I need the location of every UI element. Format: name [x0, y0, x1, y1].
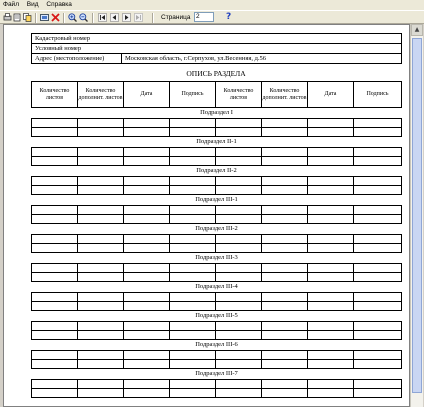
header-date: Дата	[308, 82, 354, 108]
table-cell	[308, 264, 354, 273]
subsection-label: Подраздел III-6	[195, 341, 238, 348]
table-cell	[170, 380, 216, 389]
table-cell	[170, 235, 216, 244]
subsection-label: Подраздел III-7	[195, 370, 238, 377]
header-sheets-count: Количество листов	[32, 82, 78, 108]
table-cell	[216, 235, 262, 244]
vertical-scrollbar[interactable]	[410, 24, 423, 407]
table-cell	[216, 360, 262, 369]
table-cell	[216, 128, 262, 137]
table-cell	[354, 206, 402, 215]
table-cell	[354, 235, 402, 244]
header-sheets-count: Количество листов	[216, 82, 262, 108]
table-cell	[78, 360, 124, 369]
table-cell	[354, 273, 402, 282]
table-cell	[78, 186, 124, 195]
table-cell	[216, 389, 262, 398]
table-cell	[78, 322, 124, 331]
table-cell	[262, 157, 308, 166]
table-row	[32, 119, 402, 128]
table-cell	[308, 177, 354, 186]
table-cell	[354, 322, 402, 331]
table-cell	[124, 119, 170, 128]
table-cell	[78, 273, 124, 282]
table-cell	[32, 360, 78, 369]
table-cell	[262, 293, 308, 302]
table-cell	[262, 331, 308, 340]
table-cell	[124, 322, 170, 331]
table-cell	[78, 264, 124, 273]
table-cell	[32, 148, 78, 157]
table-cell	[124, 389, 170, 398]
table-cell	[78, 215, 124, 224]
table-cell	[354, 148, 402, 157]
table-cell	[32, 273, 78, 282]
table-cell	[32, 157, 78, 166]
table-cell	[32, 293, 78, 302]
table-cell	[216, 351, 262, 360]
table-cell	[216, 322, 262, 331]
help-icon[interactable]: ?	[226, 12, 232, 22]
subsection-row	[32, 224, 402, 235]
table-cell	[354, 215, 402, 224]
table-cell	[32, 322, 78, 331]
table-cell	[78, 157, 124, 166]
table-cell	[78, 302, 124, 311]
address-label: Адрес (местоположение)	[32, 54, 122, 64]
menu-bar	[0, 0, 424, 10]
address-row	[32, 54, 402, 64]
table-cell	[32, 119, 78, 128]
table-cell	[354, 389, 402, 398]
table-cell	[262, 206, 308, 215]
table-cell	[216, 244, 262, 253]
table-cell	[170, 148, 216, 157]
table-cell	[124, 148, 170, 157]
table-cell	[78, 293, 124, 302]
zoom-in-icon[interactable]	[68, 13, 77, 22]
table-cell	[124, 273, 170, 282]
table-cell	[262, 273, 308, 282]
subsection-label: Подраздел III-1	[195, 196, 238, 203]
table-cell	[216, 264, 262, 273]
subsection-row	[32, 282, 402, 293]
address-value: Московская область, г.Серпухов, ул.Весенняя, д.56	[122, 54, 402, 64]
table-cell	[170, 119, 216, 128]
menu-help[interactable]: Справка	[46, 1, 72, 8]
table-cell	[308, 235, 354, 244]
table-cell	[124, 215, 170, 224]
header-signature: Подпись	[170, 82, 216, 108]
copy-icon[interactable]	[23, 13, 32, 22]
table-cell	[216, 302, 262, 311]
table-cell	[354, 244, 402, 253]
page-number-input[interactable]: 2	[194, 12, 214, 22]
table-cell	[124, 302, 170, 311]
table-cell	[262, 148, 308, 157]
subsection-row	[32, 195, 402, 206]
next-page-icon[interactable]	[122, 13, 131, 22]
table-cell	[308, 206, 354, 215]
subsection-label: Подраздел III-2	[195, 225, 238, 232]
table-cell	[32, 380, 78, 389]
inventory-table	[31, 81, 402, 398]
header-signature: Подпись	[354, 82, 402, 108]
toolbar-separator	[35, 13, 37, 23]
toolbar	[0, 10, 424, 24]
table-cell	[32, 302, 78, 311]
table-cell	[124, 351, 170, 360]
table-header-row	[32, 82, 402, 108]
section-inventory-title: ОПИСЬ РАЗДЕЛА	[186, 69, 246, 78]
table-cell	[32, 215, 78, 224]
table-cell	[354, 186, 402, 195]
table-cell	[78, 244, 124, 253]
table-body	[32, 108, 402, 398]
table-cell	[354, 293, 402, 302]
conditional-row	[32, 44, 402, 54]
table-cell	[216, 157, 262, 166]
subsection-row	[32, 166, 402, 177]
table-cell	[308, 322, 354, 331]
table-row	[32, 235, 402, 244]
cadastral-row	[32, 34, 402, 44]
scrollbar-thumb[interactable]	[412, 38, 422, 393]
page-label: Страница	[161, 14, 191, 21]
last-page-icon[interactable]	[134, 13, 143, 22]
table-cell	[216, 380, 262, 389]
table-cell	[124, 235, 170, 244]
table-cell	[78, 380, 124, 389]
table-cell	[216, 186, 262, 195]
table-cell	[354, 177, 402, 186]
table-cell	[78, 128, 124, 137]
table-cell	[32, 186, 78, 195]
table-cell	[262, 119, 308, 128]
header-additional-sheets: Количество дополнит. листов	[262, 82, 308, 108]
table-row	[32, 157, 402, 166]
table-cell	[216, 293, 262, 302]
cadastral-number-label: Кадастровый номер	[32, 34, 402, 44]
toolbar-separator	[92, 13, 94, 23]
table-cell	[308, 128, 354, 137]
table-row	[32, 186, 402, 195]
table-cell	[124, 157, 170, 166]
table-cell	[170, 389, 216, 398]
table-row	[32, 206, 402, 215]
table-cell	[170, 186, 216, 195]
table-row	[32, 273, 402, 282]
table-cell	[354, 119, 402, 128]
table-cell	[32, 351, 78, 360]
table-row	[32, 389, 402, 398]
table-row	[32, 360, 402, 369]
previous-page-icon[interactable]	[110, 13, 119, 22]
zoom-out-icon[interactable]	[79, 13, 88, 22]
table-cell	[354, 351, 402, 360]
table-cell	[170, 302, 216, 311]
document-viewport	[3, 24, 410, 407]
table-cell	[32, 389, 78, 398]
subsection-row	[32, 340, 402, 351]
table-row	[32, 302, 402, 311]
table-row	[32, 380, 402, 389]
table-row	[32, 177, 402, 186]
table-cell	[32, 206, 78, 215]
table-cell	[262, 380, 308, 389]
table-cell	[124, 360, 170, 369]
table-cell	[78, 235, 124, 244]
toolbar-separator	[63, 13, 65, 23]
table-cell	[308, 351, 354, 360]
table-cell	[32, 128, 78, 137]
table-cell	[170, 157, 216, 166]
table-cell	[32, 264, 78, 273]
table-row	[32, 128, 402, 137]
table-cell	[78, 351, 124, 360]
table-row	[32, 331, 402, 340]
table-cell	[170, 206, 216, 215]
table-cell	[308, 302, 354, 311]
menu-view[interactable]: Вид	[26, 1, 39, 8]
table-cell	[308, 186, 354, 195]
subsection-row	[32, 369, 402, 380]
table-row	[32, 264, 402, 273]
table-cell	[308, 389, 354, 398]
subsection-label: Подраздел I	[200, 109, 233, 116]
table-cell	[32, 235, 78, 244]
table-cell	[216, 331, 262, 340]
table-cell	[170, 351, 216, 360]
toolbar-separator	[152, 13, 154, 23]
export-icon[interactable]	[40, 13, 49, 22]
table-row	[32, 293, 402, 302]
table-cell	[216, 177, 262, 186]
table-cell	[170, 360, 216, 369]
table-cell	[354, 264, 402, 273]
subsection-label: Подраздел III-5	[195, 312, 238, 319]
table-cell	[308, 215, 354, 224]
table-cell	[124, 244, 170, 253]
table-cell	[354, 157, 402, 166]
table-cell	[262, 186, 308, 195]
table-cell	[124, 331, 170, 340]
table-cell	[216, 206, 262, 215]
table-cell	[308, 157, 354, 166]
table-cell	[124, 293, 170, 302]
table-cell	[354, 380, 402, 389]
property-info-table	[31, 33, 402, 64]
table-cell	[308, 380, 354, 389]
table-cell	[124, 206, 170, 215]
table-cell	[262, 351, 308, 360]
table-cell	[262, 264, 308, 273]
table-cell	[262, 215, 308, 224]
table-cell	[170, 264, 216, 273]
scroll-up-arrow-icon[interactable]: ▲	[411, 24, 423, 36]
table-cell	[308, 273, 354, 282]
table-cell	[124, 264, 170, 273]
conditional-number-label: Условный номер	[32, 44, 402, 54]
table-cell	[170, 128, 216, 137]
print-preview-icon[interactable]	[13, 13, 22, 22]
subsection-row	[32, 137, 402, 148]
menu-file[interactable]: Файл	[3, 1, 19, 8]
print-icon[interactable]	[3, 13, 12, 22]
table-cell	[170, 177, 216, 186]
table-cell	[308, 360, 354, 369]
subsection-row	[32, 108, 402, 119]
table-cell	[308, 244, 354, 253]
table-cell	[170, 322, 216, 331]
table-cell	[262, 177, 308, 186]
table-cell	[354, 331, 402, 340]
subsection-label: Подраздел II-2	[196, 167, 237, 174]
table-cell	[170, 215, 216, 224]
subsection-row	[32, 311, 402, 322]
table-cell	[78, 389, 124, 398]
table-cell	[216, 273, 262, 282]
table-cell	[262, 322, 308, 331]
table-cell	[354, 128, 402, 137]
table-cell	[354, 302, 402, 311]
table-cell	[124, 380, 170, 389]
table-cell	[170, 273, 216, 282]
table-cell	[308, 293, 354, 302]
table-cell	[32, 244, 78, 253]
table-row	[32, 351, 402, 360]
table-row	[32, 244, 402, 253]
table-cell	[262, 360, 308, 369]
table-cell	[124, 128, 170, 137]
table-cell	[308, 148, 354, 157]
table-row	[32, 215, 402, 224]
subsection-row	[32, 253, 402, 264]
table-cell	[216, 119, 262, 128]
table-row	[32, 322, 402, 331]
table-cell	[32, 331, 78, 340]
table-cell	[262, 389, 308, 398]
table-cell	[170, 331, 216, 340]
table-cell	[32, 177, 78, 186]
table-cell	[170, 293, 216, 302]
table-cell	[308, 119, 354, 128]
table-cell	[170, 244, 216, 253]
table-cell	[78, 331, 124, 340]
table-row	[32, 148, 402, 157]
table-cell	[78, 177, 124, 186]
first-page-icon[interactable]	[98, 13, 107, 22]
table-cell	[262, 244, 308, 253]
table-cell	[124, 186, 170, 195]
subsection-label: Подраздел III-3	[195, 254, 238, 261]
table-cell	[216, 215, 262, 224]
subsection-label: Подраздел II-1	[196, 138, 237, 145]
table-cell	[124, 177, 170, 186]
table-cell	[78, 148, 124, 157]
table-cell	[216, 148, 262, 157]
subsection-label: Подраздел III-4	[195, 283, 238, 290]
close-icon[interactable]	[51, 13, 60, 22]
header-date: Дата	[124, 82, 170, 108]
header-additional-sheets: Количество дополнит. листов	[78, 82, 124, 108]
table-cell	[78, 206, 124, 215]
table-cell	[262, 235, 308, 244]
table-cell	[78, 119, 124, 128]
table-cell	[262, 302, 308, 311]
table-cell	[354, 360, 402, 369]
table-cell	[262, 128, 308, 137]
table-cell	[308, 331, 354, 340]
